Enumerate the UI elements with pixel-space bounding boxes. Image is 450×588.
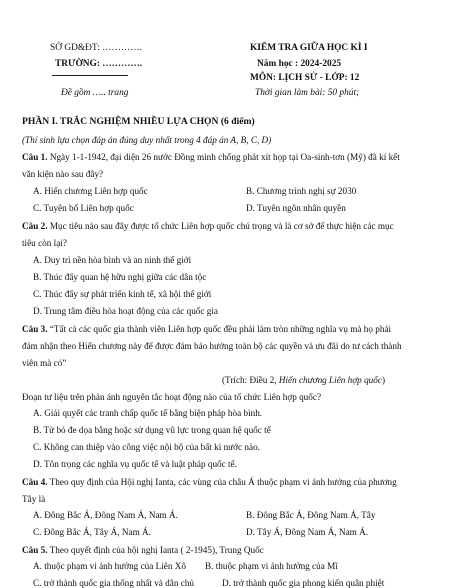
source-citation — [222, 374, 385, 386]
question-text: “Tất cả các quốc gia thành viên Liên hợp quốc đều phải làm tròn những nghĩa vụ mà họ phải — [49, 324, 392, 334]
question-prompt: Đoạn tư liệu trên phản ánh nguyên tắc hoạt động nào của tổ chức Liên hợp quốc? — [22, 392, 322, 402]
header-department: SỞ GD&ĐT: …………. — [50, 43, 142, 53]
question-text-cont: viên mà có” — [22, 358, 67, 368]
header-divider — [52, 75, 128, 76]
question-text: Theo quy định của Hội nghị Ianta, các vùng của châu Á thuộc phạm vi ảnh hưởng của phương — [49, 477, 397, 487]
school-year: Năm học : 2024-2025 — [257, 59, 342, 69]
answer-option[interactable]: D. Tuyên ngôn nhân quyền — [246, 203, 346, 213]
answer-option[interactable]: B. thuộc phạm vi ảnh hưởng của Mĩ — [205, 561, 338, 571]
answer-option[interactable]: A. Giải quyết các tranh chấp quốc tế bằng biện pháp hòa bình. — [33, 408, 263, 418]
question-text-cont: đảm nhận theo Hiến chương này để được đảm bảo hưởng toàn bộ các quyền và ưu đãi do tư cách thành — [22, 341, 402, 351]
header-page-count: Đề gồm ….. trang — [61, 88, 129, 98]
answer-option[interactable]: B. Chương trình nghị sự 2030 — [246, 186, 357, 196]
question-label: Câu 3. — [22, 324, 48, 334]
header-school: TRƯỜNG: …………. — [55, 59, 143, 69]
question-text: Ngày 1-1-1942, đại diện 26 nước Đồng minh chống phát xít họp tại Oa-sinh-tơn (Mỹ) đã kí kết — [49, 152, 400, 162]
citation-suffix: ) — [381, 375, 385, 385]
answer-option[interactable]: A. Hiến chương Liên hợp quốc — [33, 186, 148, 196]
answer-option[interactable]: B. Từ bỏ đe dọa bằng hoặc sử dụng vũ lực trong quan hệ quốc tế — [33, 425, 271, 435]
answer-option[interactable]: C. trở thành quốc gia thống nhất và dân chủ — [33, 578, 195, 588]
question-label: Câu 1. — [22, 152, 48, 162]
question-text: Theo quyết định của hội nghị Ianta ( 2-1945), Trung Quốc — [49, 545, 264, 555]
question-label: Câu 2. — [22, 221, 48, 231]
answer-option[interactable]: D. Trung tâm điều hòa hoạt động của các quốc gia — [33, 306, 218, 316]
answer-option[interactable]: B. Đông Bắc Á, Đông Nam Á, Tây — [246, 510, 376, 520]
exam-duration: Thời gian làm bài: 50 phút; — [255, 88, 360, 98]
exam-title: KIỂM TRA GIỮA HỌC KÌ I — [250, 43, 368, 53]
citation-prefix: (Trích: Điều 2, — [222, 375, 279, 385]
question-text-cont: văn kiện nào sau đây? — [22, 169, 104, 179]
answer-option[interactable]: D. Tôn trọng các nghĩa vụ quốc tế và luật pháp quốc tế. — [33, 459, 237, 469]
answer-option[interactable]: A. Duy trì nền hòa bình và an ninh thế giới — [33, 255, 192, 265]
answer-option[interactable]: D. trở thành quốc gia phong kiến quân phiệt — [222, 578, 385, 588]
question-5 — [22, 544, 264, 556]
answer-option[interactable]: C. Tuyên bố Liên hợp quốc — [33, 203, 134, 213]
answer-option[interactable]: C. Đông Bắc Á, Tây Á, Nam Á. — [33, 527, 151, 537]
answer-option[interactable]: C. Thúc đẩy sự phát triển kinh tế, xã hội thế giới — [33, 289, 212, 299]
question-label: Câu 5. — [22, 545, 48, 555]
section-title: PHẦN I. TRẮC NGHIỆM NHIỀU LỰA CHỌN (6 điểm) — [22, 116, 255, 127]
question-text: Mục tiêu nào sau đây được tổ chức Liên hợp quốc chú trọng và là cơ sở để thực hiện các mục — [49, 221, 394, 231]
answer-option[interactable]: D. Tây Á, Đông Nam Á, Nam Á. — [246, 527, 369, 537]
subject-line: MÔN: LỊCH SỬ - LỚP: 12 — [250, 73, 360, 83]
question-3 — [22, 323, 391, 335]
answer-option[interactable]: B. Thúc đẩy quan hệ hữu nghị giữa các dân tộc — [33, 272, 207, 282]
answer-option[interactable]: A. thuộc phạm vi ảnh hưởng của Liên Xô — [33, 561, 186, 571]
question-4 — [22, 476, 397, 488]
question-1 — [22, 151, 400, 163]
question-text-cont: tiêu còn lại? — [22, 238, 67, 248]
question-label: Câu 4. — [22, 477, 48, 487]
section-instruction: (Thí sinh lựa chọn đáp án đúng duy nhất trong 4 đáp án A, B, C, D) — [22, 135, 272, 145]
question-2 — [22, 220, 394, 232]
citation-title: Hiến chương Liên hợp quốc — [278, 375, 382, 385]
question-text-cont: Tây là — [22, 494, 46, 504]
answer-option[interactable]: C. Không can thiệp vào công việc nội bộ của bất kì nước nào. — [33, 442, 260, 452]
answer-option[interactable]: A. Đông Bắc Á, Đông Nam Á, Nam Á. — [33, 510, 178, 520]
